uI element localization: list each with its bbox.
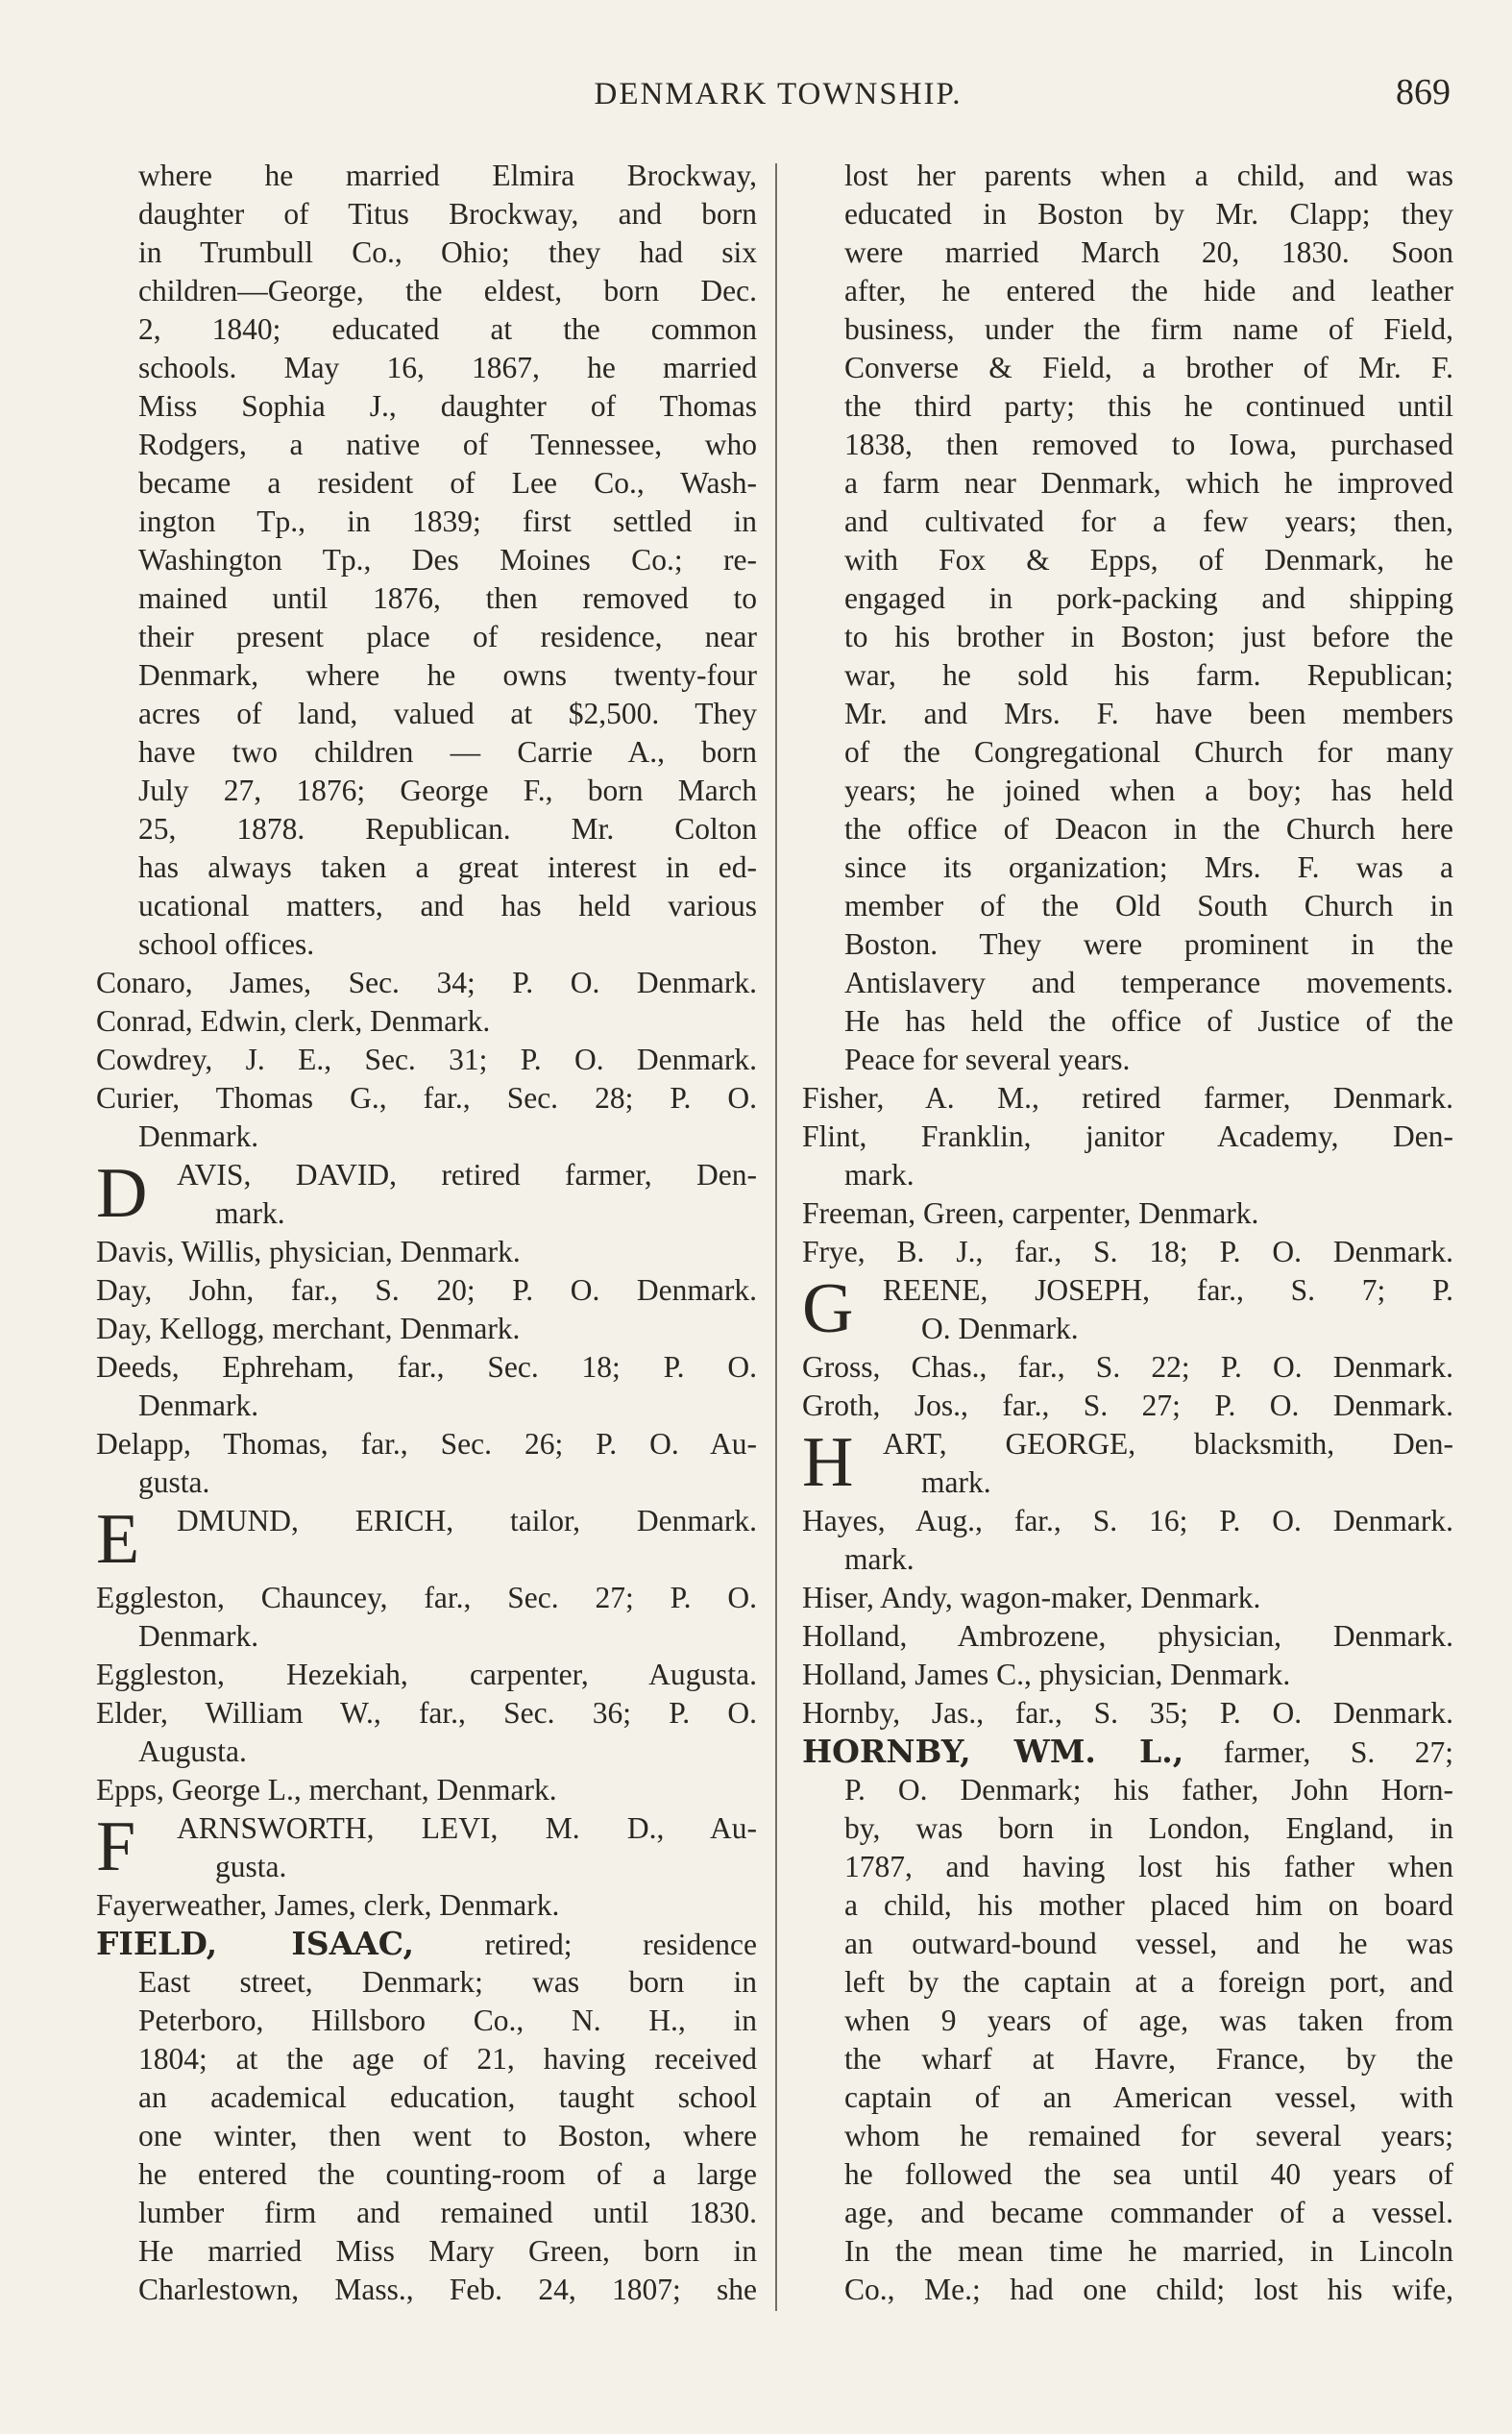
- directory-entry: Flint, Franklin, janitor Academy, Den-: [802, 1119, 1453, 1153]
- text-line: lost her parents when a child, and was: [844, 159, 1453, 192]
- directory-entry: Eggleston, Chauncey, far., Sec. 27; P. O.: [96, 1581, 757, 1614]
- directory-entry-cont: Denmark.: [138, 1119, 259, 1153]
- entry-text: retired; residence: [484, 1928, 758, 1961]
- text-line: of the Congregational Church for many: [844, 735, 1453, 769]
- directory-entry: Curier, Thomas G., far., Sec. 28; P. O.: [96, 1081, 757, 1115]
- entry-text: REENE, JOSEPH, far., S. 7; P.: [883, 1273, 1453, 1307]
- text-line: the third party; this he continued until: [844, 389, 1453, 423]
- drop-cap-letter: E: [96, 1500, 140, 1579]
- text-line: and cultivated for a few years; then,: [844, 504, 1453, 538]
- text-line: age, and became commander of a vessel.: [844, 2196, 1453, 2229]
- text-line: Peterboro, Hillsboro Co., N. H., in: [138, 2004, 757, 2037]
- text-line: where he married Elmira Brockway,: [138, 159, 757, 192]
- text-line: became a resident of Lee Co., Wash-: [138, 466, 757, 500]
- text-line: 2, 1840; educated at the common: [138, 312, 757, 346]
- text-line: an outward-bound vessel, and he was: [844, 1927, 1453, 1960]
- text-line: the office of Deacon in the Church here: [844, 812, 1453, 846]
- directory-entry-cont: mark.: [844, 1542, 915, 1576]
- text-line: war, he sold his farm. Republican;: [844, 658, 1453, 692]
- text-line: Rodgers, a native of Tennessee, who: [138, 428, 757, 461]
- text-line: Antislavery and temperance movements.: [844, 966, 1453, 999]
- bold-name-hornby: HORNBY, WM. L.,: [802, 1733, 1184, 1770]
- drop-cap-letter: G: [802, 1269, 854, 1348]
- text-line: Miss Sophia J., daughter of Thomas: [138, 389, 757, 423]
- text-line: Charlestown, Mass., Feb. 24, 1807; she: [138, 2273, 757, 2306]
- biography-hornby-heading: [802, 1733, 1453, 1771]
- drop-cap-letter: D: [96, 1154, 148, 1233]
- directory-entry: Gross, Chas., far., S. 22; P. O. Denmark.: [802, 1350, 1453, 1384]
- text-line: captain of an American vessel, with: [844, 2080, 1453, 2114]
- directory-entry-cont: gusta.: [215, 1850, 287, 1883]
- directory-entry: Delapp, Thomas, far., Sec. 26; P. O. Au-: [96, 1427, 757, 1461]
- text-line: ington Tp., in 1839; first settled in: [138, 504, 757, 538]
- drop-cap-letter: F: [96, 1807, 136, 1886]
- text-line: acres of land, valued at $2,500. They: [138, 697, 757, 730]
- text-line: with Fox & Epps, of Denmark, he: [844, 543, 1453, 577]
- drop-cap-letter: H: [802, 1423, 854, 1502]
- text-line: left by the captain at a foreign port, and: [844, 1965, 1453, 1999]
- running-head: DENMARK TOWNSHIP.: [594, 77, 963, 111]
- entry-text: DMUND, ERICH, tailor, Denmark.: [177, 1504, 757, 1537]
- text-line: In the mean time he married, in Lincoln: [844, 2234, 1453, 2268]
- directory-entry: Fisher, A. M., retired farmer, Denmark.: [802, 1081, 1453, 1115]
- directory-entry: Day, Kellogg, merchant, Denmark.: [96, 1312, 521, 1345]
- directory-entry-cont: Denmark.: [138, 1619, 259, 1653]
- text-line: a farm near Denmark, which he improved: [844, 466, 1453, 500]
- directory-entry: Deeds, Ephreham, far., Sec. 18; P. O.: [96, 1350, 757, 1384]
- directory-entry: Day, John, far., S. 20; P. O. Denmark.: [96, 1273, 757, 1307]
- text-line: were married March 20, 1830. Soon: [844, 235, 1453, 269]
- directory-entry: Hornby, Jas., far., S. 35; P. O. Denmark.: [802, 1696, 1453, 1730]
- text-line: he followed the sea until 40 years of: [844, 2157, 1453, 2191]
- text-line: in Trumbull Co., Ohio; they had six: [138, 235, 757, 269]
- text-line: the wharf at Havre, France, by the: [844, 2042, 1453, 2076]
- directory-entry: Groth, Jos., far., S. 27; P. O. Denmark.: [802, 1389, 1453, 1422]
- directory-entry-cont: Denmark.: [138, 1389, 259, 1422]
- text-line: to his brother in Boston; just before the: [844, 620, 1453, 653]
- text-line: East street, Denmark; was born in: [138, 1965, 757, 1999]
- text-line: when 9 years of age, was taken from: [844, 2004, 1453, 2037]
- text-line: Mr. and Mrs. F. have been members: [844, 697, 1453, 730]
- text-line: children—George, the eldest, born Dec.: [138, 274, 757, 307]
- text-line: 25, 1878. Republican. Mr. Colton: [138, 812, 757, 846]
- text-line: He married Miss Mary Green, born in: [138, 2234, 757, 2268]
- directory-entry: Hiser, Andy, wagon-maker, Denmark.: [802, 1581, 1261, 1614]
- directory-entry-cont: O. Denmark.: [921, 1312, 1079, 1345]
- directory-entry-cont: mark.: [215, 1196, 285, 1230]
- directory-entry: Epps, George L., merchant, Denmark.: [96, 1773, 557, 1807]
- text-line: whom he remained for several years;: [844, 2119, 1453, 2152]
- text-line: mained until 1876, then removed to: [138, 581, 757, 615]
- text-line: Denmark, where he owns twenty-four: [138, 658, 757, 692]
- text-line: their present place of residence, near: [138, 620, 757, 653]
- text-line: engaged in pork-packing and shipping: [844, 581, 1453, 615]
- directory-entry-cont: Augusta.: [138, 1734, 247, 1768]
- page-header: [96, 72, 1460, 125]
- text-line: school offices.: [138, 927, 315, 961]
- text-line: after, he entered the hide and leather: [844, 274, 1453, 307]
- text-line: Boston. They were prominent in the: [844, 927, 1453, 961]
- directory-entry-cont: mark.: [921, 1465, 991, 1499]
- biography-field-heading: [96, 1925, 757, 1963]
- text-line: 1787, and having lost his father when: [844, 1850, 1453, 1883]
- entry-text: ARNSWORTH, LEVI, M. D., Au-: [177, 1811, 757, 1845]
- directory-entry: Davis, Willis, physician, Denmark.: [96, 1235, 521, 1268]
- text-line: years; he joined when a boy; has held: [844, 774, 1453, 807]
- blank-line: [96, 1540, 757, 1579]
- text-line: a child, his mother placed him on board: [844, 1888, 1453, 1922]
- text-line: by, was born in London, England, in: [844, 1811, 1453, 1845]
- text-line: P. O. Denmark; his father, John Horn-: [844, 1773, 1453, 1807]
- directory-entry-cont: mark.: [844, 1158, 915, 1192]
- text-line: daughter of Titus Brockway, and born: [138, 197, 757, 231]
- directory-entry: Fayerweather, James, clerk, Denmark.: [96, 1888, 560, 1922]
- directory-entry: Freeman, Green, carpenter, Denmark.: [802, 1196, 1259, 1230]
- directory-entry: Elder, William W., far., Sec. 36; P. O.: [96, 1696, 757, 1730]
- text-line: an academical education, taught school: [138, 2080, 757, 2114]
- directory-entry: Conrad, Edwin, clerk, Denmark.: [96, 1004, 491, 1038]
- text-line: Peace for several years.: [844, 1043, 1131, 1076]
- directory-entry-cont: gusta.: [138, 1465, 210, 1499]
- directory-entry: Eggleston, Hezekiah, carpenter, Augusta.: [96, 1658, 757, 1691]
- entry-text: ART, GEORGE, blacksmith, Den-: [883, 1427, 1453, 1461]
- entry-text: farmer, S. 27;: [1223, 1735, 1454, 1769]
- directory-entry: Hayes, Aug., far., S. 16; P. O. Denmark.: [802, 1504, 1453, 1537]
- left-column: [96, 157, 757, 2309]
- text-line: member of the Old South Church in: [844, 889, 1453, 922]
- text-line: since its organization; Mrs. F. was a: [844, 850, 1453, 884]
- text-line: one winter, then went to Boston, where: [138, 2119, 757, 2152]
- text-line: has always taken a great interest in ed-: [138, 850, 757, 884]
- column-divider: [775, 163, 777, 2311]
- text-line: 1838, then removed to Iowa, purchased: [844, 428, 1453, 461]
- directory-entry-edmund: [96, 1500, 757, 1579]
- directory-entry: Cowdrey, J. E., Sec. 31; P. O. Denmark.: [96, 1043, 757, 1076]
- text-line: lumber firm and remained until 1830.: [138, 2196, 757, 2229]
- directory-entry: Frye, B. J., far., S. 18; P. O. Denmark.: [802, 1235, 1453, 1268]
- text-line: Co., Me.; had one child; lost his wife,: [844, 2273, 1453, 2306]
- text-line: business, under the firm name of Field,: [844, 312, 1453, 346]
- directory-entry: Holland, Ambrozene, physician, Denmark.: [802, 1619, 1453, 1653]
- text-line: educated in Boston by Mr. Clapp; they: [844, 197, 1453, 231]
- text-line: 1804; at the age of 21, having received: [138, 2042, 757, 2076]
- bold-name-field: FIELD, ISAAC,: [96, 1925, 414, 1962]
- directory-entry: Conaro, James, Sec. 34; P. O. Denmark.: [96, 966, 757, 999]
- right-column: [802, 157, 1453, 2309]
- text-line: Washington Tp., Des Moines Co.; re-: [138, 543, 757, 577]
- text-line: have two children — Carrie A., born: [138, 735, 757, 769]
- entry-text: AVIS, DAVID, retired farmer, Den-: [177, 1158, 757, 1192]
- text-line: July 27, 1876; George F., born March: [138, 774, 757, 807]
- text-line: he entered the counting-room of a large: [138, 2157, 757, 2191]
- directory-entry: Holland, James C., physician, Denmark.: [802, 1658, 1291, 1691]
- page-number: 869: [1396, 72, 1451, 112]
- text-line: Converse & Field, a brother of Mr. F.: [844, 351, 1453, 384]
- text-line: He has held the office of Justice of the: [844, 1004, 1453, 1038]
- text-line: ucational matters, and has held various: [138, 889, 757, 922]
- text-line: schools. May 16, 1867, he married: [138, 351, 757, 384]
